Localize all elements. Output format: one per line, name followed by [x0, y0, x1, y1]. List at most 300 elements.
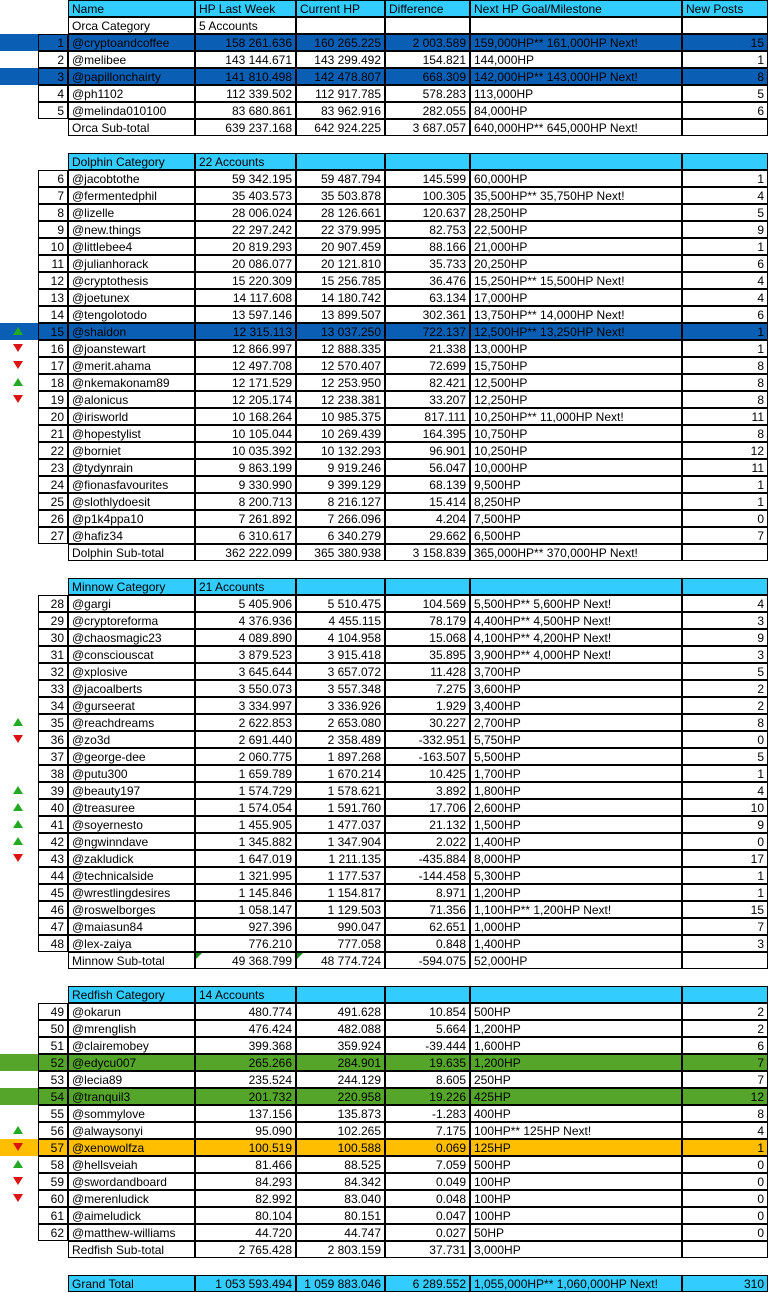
next-goal-cell[interactable]: 3,400HP: [470, 697, 682, 714]
rank-cell[interactable]: 54: [38, 1088, 68, 1105]
new-posts-cell[interactable]: 0: [682, 510, 768, 527]
hp-last-week-cell[interactable]: 7 261.892: [195, 510, 296, 527]
current-hp-cell[interactable]: 4 104.958: [296, 629, 385, 646]
hp-last-week-cell[interactable]: 20 086.077: [195, 255, 296, 272]
difference-cell[interactable]: 29.662: [385, 527, 470, 544]
next-goal-cell[interactable]: 1,100HP** 1,200HP Next!: [470, 901, 682, 918]
new-posts-cell[interactable]: 4: [682, 595, 768, 612]
current-hp-cell[interactable]: 1 177.537: [296, 867, 385, 884]
difference-cell[interactable]: 104.569: [385, 595, 470, 612]
current-hp-cell[interactable]: 143 299.492: [296, 51, 385, 68]
name-cell[interactable]: @hopestylist: [68, 425, 195, 442]
grand-total-hp-last-week[interactable]: 1 053 593.494: [195, 1275, 296, 1292]
grand-total-posts[interactable]: 310: [682, 1275, 768, 1292]
new-posts-cell[interactable]: 4: [682, 272, 768, 289]
next-goal-cell[interactable]: 1,400HP: [470, 935, 682, 952]
name-cell[interactable]: @treasuree: [68, 799, 195, 816]
next-goal-cell[interactable]: 9,500HP: [470, 476, 682, 493]
difference-cell[interactable]: 19.635: [385, 1054, 470, 1071]
grand-total-current-hp[interactable]: 1 059 883.046: [296, 1275, 385, 1292]
rank-cell[interactable]: 29: [38, 612, 68, 629]
current-hp-cell[interactable]: 359.924: [296, 1037, 385, 1054]
new-posts-cell[interactable]: 4: [682, 1122, 768, 1139]
name-cell[interactable]: @okarun: [68, 1003, 195, 1020]
rank-cell[interactable]: 48: [38, 935, 68, 952]
name-cell[interactable]: @xplosive: [68, 663, 195, 680]
name-cell[interactable]: @papillonchairty: [68, 68, 195, 85]
rank-cell[interactable]: 61: [38, 1207, 68, 1224]
new-posts-cell[interactable]: 1: [682, 1139, 768, 1156]
difference-cell[interactable]: 0.049: [385, 1173, 470, 1190]
new-posts-cell[interactable]: 2: [682, 1003, 768, 1020]
rank-cell[interactable]: 53: [38, 1071, 68, 1088]
difference-cell[interactable]: 17.706: [385, 799, 470, 816]
current-hp-cell[interactable]: 84.342: [296, 1173, 385, 1190]
difference-cell[interactable]: 817.111: [385, 408, 470, 425]
hp-last-week-cell[interactable]: 265.266: [195, 1054, 296, 1071]
hp-last-week-cell[interactable]: 100.519: [195, 1139, 296, 1156]
new-posts-cell[interactable]: 4: [682, 187, 768, 204]
difference-cell[interactable]: 10.425: [385, 765, 470, 782]
new-posts-cell[interactable]: 1: [682, 51, 768, 68]
new-posts-cell[interactable]: 1: [682, 170, 768, 187]
name-cell[interactable]: @ph1102: [68, 85, 195, 102]
hp-last-week-cell[interactable]: 5 405.906: [195, 595, 296, 612]
current-hp-cell[interactable]: 28 126.661: [296, 204, 385, 221]
name-cell[interactable]: @jacoalberts: [68, 680, 195, 697]
current-hp-cell[interactable]: 12 570.407: [296, 357, 385, 374]
next-goal-cell[interactable]: 400HP: [470, 1105, 682, 1122]
category-title-blank[interactable]: [682, 17, 768, 34]
name-cell[interactable]: @melinda010100: [68, 102, 195, 119]
new-posts-cell[interactable]: 7: [682, 918, 768, 935]
hp-last-week-cell[interactable]: 84.293: [195, 1173, 296, 1190]
rank-cell[interactable]: 36: [38, 731, 68, 748]
rank-cell[interactable]: 1: [38, 34, 68, 51]
current-hp-cell[interactable]: 4 455.115: [296, 612, 385, 629]
hp-last-week-cell[interactable]: 8 200.713: [195, 493, 296, 510]
current-hp-cell[interactable]: 482.088: [296, 1020, 385, 1037]
rank-cell[interactable]: 19: [38, 391, 68, 408]
new-posts-cell[interactable]: 6: [682, 306, 768, 323]
name-cell[interactable]: @swordandboard: [68, 1173, 195, 1190]
header-name[interactable]: Name: [68, 0, 195, 17]
next-goal-cell[interactable]: 15,750HP: [470, 357, 682, 374]
rank-cell[interactable]: 11: [38, 255, 68, 272]
name-cell[interactable]: @melibee: [68, 51, 195, 68]
current-hp-cell[interactable]: 12 238.381: [296, 391, 385, 408]
next-goal-cell[interactable]: 20,250HP: [470, 255, 682, 272]
name-cell[interactable]: @tranquil3: [68, 1088, 195, 1105]
new-posts-cell[interactable]: 10: [682, 799, 768, 816]
current-hp-cell[interactable]: 83 962.916: [296, 102, 385, 119]
rank-cell[interactable]: 45: [38, 884, 68, 901]
name-cell[interactable]: @jacobtothe: [68, 170, 195, 187]
name-cell[interactable]: @merit.ahama: [68, 357, 195, 374]
new-posts-cell[interactable]: 6: [682, 255, 768, 272]
next-goal-cell[interactable]: 10,250HP** 11,000HP Next!: [470, 408, 682, 425]
new-posts-cell[interactable]: 1: [682, 884, 768, 901]
hp-last-week-cell[interactable]: 81.466: [195, 1156, 296, 1173]
next-goal-cell[interactable]: 1,800HP: [470, 782, 682, 799]
difference-cell[interactable]: 302.361: [385, 306, 470, 323]
rank-cell[interactable]: 22: [38, 442, 68, 459]
difference-cell[interactable]: 0.069: [385, 1139, 470, 1156]
next-goal-cell[interactable]: 3,600HP: [470, 680, 682, 697]
rank-cell[interactable]: 21: [38, 425, 68, 442]
hp-last-week-cell[interactable]: 12 497.708: [195, 357, 296, 374]
rank-cell[interactable]: 30: [38, 629, 68, 646]
name-cell[interactable]: @lecia89: [68, 1071, 195, 1088]
difference-cell[interactable]: 120.637: [385, 204, 470, 221]
current-hp-cell[interactable]: 1 578.621: [296, 782, 385, 799]
category-account-count[interactable]: 22 Accounts: [195, 153, 296, 170]
current-hp-cell[interactable]: 59 487.794: [296, 170, 385, 187]
current-hp-cell[interactable]: 1 897.268: [296, 748, 385, 765]
new-posts-cell[interactable]: 6: [682, 1037, 768, 1054]
rank-cell[interactable]: 44: [38, 867, 68, 884]
subtotal-hp-last-week[interactable]: 2 765.428: [195, 1241, 296, 1258]
name-cell[interactable]: @roswelborges: [68, 901, 195, 918]
new-posts-cell[interactable]: 4: [682, 289, 768, 306]
next-goal-cell[interactable]: 5,500HP: [470, 748, 682, 765]
name-cell[interactable]: @julianhorack: [68, 255, 195, 272]
subtotal-hp-last-week[interactable]: 362 222.099: [195, 544, 296, 561]
current-hp-cell[interactable]: 1 129.503: [296, 901, 385, 918]
rank-cell[interactable]: 33: [38, 680, 68, 697]
name-cell[interactable]: @cryptoreforma: [68, 612, 195, 629]
next-goal-cell[interactable]: 3,700HP: [470, 663, 682, 680]
current-hp-cell[interactable]: 3 915.418: [296, 646, 385, 663]
rank-cell[interactable]: 26: [38, 510, 68, 527]
category-title-blank[interactable]: [385, 578, 470, 595]
rank-cell[interactable]: 3: [38, 68, 68, 85]
current-hp-cell[interactable]: 88.525: [296, 1156, 385, 1173]
hp-last-week-cell[interactable]: 480.774: [195, 1003, 296, 1020]
new-posts-cell[interactable]: 8: [682, 68, 768, 85]
hp-last-week-cell[interactable]: 83 680.861: [195, 102, 296, 119]
next-goal-cell[interactable]: 6,500HP: [470, 527, 682, 544]
current-hp-cell[interactable]: 13 899.507: [296, 306, 385, 323]
new-posts-cell[interactable]: 2: [682, 697, 768, 714]
name-cell[interactable]: @zakludick: [68, 850, 195, 867]
hp-last-week-cell[interactable]: 35 403.573: [195, 187, 296, 204]
difference-cell[interactable]: 722.137: [385, 323, 470, 340]
name-cell[interactable]: @joetunex: [68, 289, 195, 306]
difference-cell[interactable]: -435.884: [385, 850, 470, 867]
difference-cell[interactable]: 7.175: [385, 1122, 470, 1139]
new-posts-cell[interactable]: 0: [682, 1190, 768, 1207]
name-cell[interactable]: @clairemobey: [68, 1037, 195, 1054]
new-posts-cell[interactable]: 1: [682, 867, 768, 884]
header-current-hp[interactable]: Current HP: [296, 0, 385, 17]
difference-cell[interactable]: 10.854: [385, 1003, 470, 1020]
new-posts-cell[interactable]: 1: [682, 476, 768, 493]
new-posts-cell[interactable]: 8: [682, 391, 768, 408]
difference-cell[interactable]: 36.476: [385, 272, 470, 289]
category-title-blank[interactable]: [470, 578, 682, 595]
new-posts-cell[interactable]: 9: [682, 629, 768, 646]
rank-cell[interactable]: 52: [38, 1054, 68, 1071]
hp-last-week-cell[interactable]: 1 647.019: [195, 850, 296, 867]
name-cell[interactable]: @fermentedphil: [68, 187, 195, 204]
rank-cell[interactable]: 14: [38, 306, 68, 323]
category-account-count[interactable]: 21 Accounts: [195, 578, 296, 595]
subtotal-label[interactable]: Orca Sub-total: [68, 119, 195, 136]
difference-cell[interactable]: 15.414: [385, 493, 470, 510]
new-posts-cell[interactable]: 4: [682, 782, 768, 799]
name-cell[interactable]: @reachdreams: [68, 714, 195, 731]
hp-last-week-cell[interactable]: 20 819.293: [195, 238, 296, 255]
hp-last-week-cell[interactable]: 12 315.113: [195, 323, 296, 340]
new-posts-cell[interactable]: 15: [682, 34, 768, 51]
rank-cell[interactable]: 7: [38, 187, 68, 204]
difference-cell[interactable]: 78.179: [385, 612, 470, 629]
hp-last-week-cell[interactable]: 12 866.997: [195, 340, 296, 357]
rank-cell[interactable]: 40: [38, 799, 68, 816]
category-title-blank[interactable]: [470, 986, 682, 1003]
rank-cell[interactable]: 55: [38, 1105, 68, 1122]
hp-last-week-cell[interactable]: 399.368: [195, 1037, 296, 1054]
current-hp-cell[interactable]: 1 154.817: [296, 884, 385, 901]
difference-cell[interactable]: 21.132: [385, 816, 470, 833]
hp-last-week-cell[interactable]: 10 035.392: [195, 442, 296, 459]
current-hp-cell[interactable]: 22 379.995: [296, 221, 385, 238]
next-goal-cell[interactable]: 1,200HP: [470, 1054, 682, 1071]
difference-cell[interactable]: -332.951: [385, 731, 470, 748]
next-goal-cell[interactable]: 125HP: [470, 1139, 682, 1156]
next-goal-cell[interactable]: 4,100HP** 4,200HP Next!: [470, 629, 682, 646]
category-title-blank[interactable]: [385, 153, 470, 170]
rank-cell[interactable]: 25: [38, 493, 68, 510]
difference-cell[interactable]: 19.226: [385, 1088, 470, 1105]
difference-cell[interactable]: 11.428: [385, 663, 470, 680]
name-cell[interactable]: @p1k4ppa10: [68, 510, 195, 527]
rank-cell[interactable]: 13: [38, 289, 68, 306]
name-cell[interactable]: @beauty197: [68, 782, 195, 799]
name-cell[interactable]: @maiasun84: [68, 918, 195, 935]
next-goal-cell[interactable]: 2,700HP: [470, 714, 682, 731]
difference-cell[interactable]: 35.895: [385, 646, 470, 663]
new-posts-cell[interactable]: 0: [682, 1207, 768, 1224]
category-title-blank[interactable]: [682, 153, 768, 170]
new-posts-cell[interactable]: 8: [682, 425, 768, 442]
current-hp-cell[interactable]: 10 132.293: [296, 442, 385, 459]
name-cell[interactable]: @soyernesto: [68, 816, 195, 833]
category-title-blank[interactable]: [470, 153, 682, 170]
grand-total-label[interactable]: Grand Total: [68, 1275, 195, 1292]
category-title-blank[interactable]: [385, 17, 470, 34]
subtotal-difference[interactable]: 3 158.839: [385, 544, 470, 561]
subtotal-posts-blank[interactable]: [682, 119, 768, 136]
current-hp-cell[interactable]: 9 399.129: [296, 476, 385, 493]
name-cell[interactable]: @chaosmagic23: [68, 629, 195, 646]
next-goal-cell[interactable]: 50HP: [470, 1224, 682, 1241]
current-hp-cell[interactable]: 990.047: [296, 918, 385, 935]
difference-cell[interactable]: 154.821: [385, 51, 470, 68]
current-hp-cell[interactable]: 8 216.127: [296, 493, 385, 510]
rank-cell[interactable]: 59: [38, 1173, 68, 1190]
difference-cell[interactable]: 2.022: [385, 833, 470, 850]
subtotal-posts-blank[interactable]: [682, 1241, 768, 1258]
difference-cell[interactable]: 56.047: [385, 459, 470, 476]
hp-last-week-cell[interactable]: 82.992: [195, 1190, 296, 1207]
current-hp-cell[interactable]: 135.873: [296, 1105, 385, 1122]
hp-last-week-cell[interactable]: 9 330.990: [195, 476, 296, 493]
current-hp-cell[interactable]: 15 256.785: [296, 272, 385, 289]
hp-last-week-cell[interactable]: 235.524: [195, 1071, 296, 1088]
hp-last-week-cell[interactable]: 927.396: [195, 918, 296, 935]
current-hp-cell[interactable]: 7 266.096: [296, 510, 385, 527]
current-hp-cell[interactable]: 2 358.489: [296, 731, 385, 748]
next-goal-cell[interactable]: 4,400HP** 4,500HP Next!: [470, 612, 682, 629]
next-goal-cell[interactable]: 15,250HP** 15,500HP Next!: [470, 272, 682, 289]
next-goal-cell[interactable]: 2,600HP: [470, 799, 682, 816]
hp-last-week-cell[interactable]: 2 622.853: [195, 714, 296, 731]
name-cell[interactable]: @xenowolfza: [68, 1139, 195, 1156]
difference-cell[interactable]: 7.275: [385, 680, 470, 697]
hp-last-week-cell[interactable]: 3 334.997: [195, 697, 296, 714]
hp-last-week-cell[interactable]: 12 205.174: [195, 391, 296, 408]
new-posts-cell[interactable]: 12: [682, 1088, 768, 1105]
hp-last-week-cell[interactable]: 12 171.529: [195, 374, 296, 391]
hp-last-week-cell[interactable]: 141 810.498: [195, 68, 296, 85]
name-cell[interactable]: @technicalside: [68, 867, 195, 884]
subtotal-current-hp[interactable]: 365 380.938: [296, 544, 385, 561]
header-hp-last-week[interactable]: HP Last Week: [195, 0, 296, 17]
difference-cell[interactable]: 82.753: [385, 221, 470, 238]
next-goal-cell[interactable]: 17,000HP: [470, 289, 682, 306]
rank-cell[interactable]: 9: [38, 221, 68, 238]
name-cell[interactable]: @fionasfavourites: [68, 476, 195, 493]
hp-last-week-cell[interactable]: 1 321.995: [195, 867, 296, 884]
category-title-blank[interactable]: [296, 17, 385, 34]
next-goal-cell[interactable]: 100HP** 125HP Next!: [470, 1122, 682, 1139]
subtotal-label[interactable]: Dolphin Sub-total: [68, 544, 195, 561]
hp-last-week-cell[interactable]: 28 006.024: [195, 204, 296, 221]
hp-last-week-cell[interactable]: 158 261.636: [195, 34, 296, 51]
name-cell[interactable]: @slothlydoesit: [68, 493, 195, 510]
name-cell[interactable]: @tengolotodo: [68, 306, 195, 323]
hp-last-week-cell[interactable]: 14 117.608: [195, 289, 296, 306]
subtotal-next-goal[interactable]: 52,000HP: [470, 952, 682, 969]
name-cell[interactable]: @edycu007: [68, 1054, 195, 1071]
category-title[interactable]: Orca Category: [68, 17, 195, 34]
hp-last-week-cell[interactable]: 1 345.882: [195, 833, 296, 850]
category-title[interactable]: Dolphin Category: [68, 153, 195, 170]
current-hp-cell[interactable]: 14 180.742: [296, 289, 385, 306]
new-posts-cell[interactable]: 17: [682, 850, 768, 867]
next-goal-cell[interactable]: 12,500HP: [470, 374, 682, 391]
new-posts-cell[interactable]: 2: [682, 680, 768, 697]
current-hp-cell[interactable]: 80.151: [296, 1207, 385, 1224]
difference-cell[interactable]: 3.892: [385, 782, 470, 799]
next-goal-cell[interactable]: 10,250HP: [470, 442, 682, 459]
difference-cell[interactable]: 71.356: [385, 901, 470, 918]
hp-last-week-cell[interactable]: 13 597.146: [195, 306, 296, 323]
grand-total-next-goal[interactable]: 1,055,000HP** 1,060,000HP Next!: [470, 1275, 682, 1292]
next-goal-cell[interactable]: 100HP: [470, 1207, 682, 1224]
next-goal-cell[interactable]: 60,000HP: [470, 170, 682, 187]
next-goal-cell[interactable]: 12,500HP** 13,250HP Next!: [470, 323, 682, 340]
new-posts-cell[interactable]: 9: [682, 221, 768, 238]
next-goal-cell[interactable]: 1,000HP: [470, 918, 682, 935]
new-posts-cell[interactable]: 1: [682, 765, 768, 782]
difference-cell[interactable]: 63.134: [385, 289, 470, 306]
name-cell[interactable]: @new.things: [68, 221, 195, 238]
subtotal-difference[interactable]: -594.075: [385, 952, 470, 969]
current-hp-cell[interactable]: 1 477.037: [296, 816, 385, 833]
new-posts-cell[interactable]: 3: [682, 646, 768, 663]
name-cell[interactable]: @tydynrain: [68, 459, 195, 476]
name-cell[interactable]: @putu300: [68, 765, 195, 782]
next-goal-cell[interactable]: 7,500HP: [470, 510, 682, 527]
rank-cell[interactable]: 35: [38, 714, 68, 731]
rank-cell[interactable]: 27: [38, 527, 68, 544]
difference-cell[interactable]: -163.507: [385, 748, 470, 765]
category-account-count[interactable]: 5 Accounts: [195, 17, 296, 34]
hp-last-week-cell[interactable]: 22 297.242: [195, 221, 296, 238]
next-goal-cell[interactable]: 1,400HP: [470, 833, 682, 850]
current-hp-cell[interactable]: 12 253.950: [296, 374, 385, 391]
hp-last-week-cell[interactable]: 1 145.846: [195, 884, 296, 901]
grand-total-difference[interactable]: 6 289.552: [385, 1275, 470, 1292]
current-hp-cell[interactable]: 6 340.279: [296, 527, 385, 544]
rank-cell[interactable]: 43: [38, 850, 68, 867]
next-goal-cell[interactable]: 5,300HP: [470, 867, 682, 884]
difference-cell[interactable]: 2 003.589: [385, 34, 470, 51]
hp-last-week-cell[interactable]: 9 863.199: [195, 459, 296, 476]
hp-last-week-cell[interactable]: 4 089.890: [195, 629, 296, 646]
hp-last-week-cell[interactable]: 3 550.073: [195, 680, 296, 697]
difference-cell[interactable]: 1.929: [385, 697, 470, 714]
current-hp-cell[interactable]: 13 037.250: [296, 323, 385, 340]
subtotal-posts-blank[interactable]: [682, 544, 768, 561]
subtotal-difference[interactable]: 37.731: [385, 1241, 470, 1258]
next-goal-cell[interactable]: 425HP: [470, 1088, 682, 1105]
difference-cell[interactable]: 0.848: [385, 935, 470, 952]
next-goal-cell[interactable]: 21,000HP: [470, 238, 682, 255]
name-cell[interactable]: @gargi: [68, 595, 195, 612]
next-goal-cell[interactable]: 1,600HP: [470, 1037, 682, 1054]
rank-cell[interactable]: 42: [38, 833, 68, 850]
next-goal-cell[interactable]: 10,000HP: [470, 459, 682, 476]
rank-cell[interactable]: 31: [38, 646, 68, 663]
next-goal-cell[interactable]: 142,000HP** 143,000HP Next!: [470, 68, 682, 85]
current-hp-cell[interactable]: 12 888.335: [296, 340, 385, 357]
difference-cell[interactable]: 30.227: [385, 714, 470, 731]
new-posts-cell[interactable]: 0: [682, 1156, 768, 1173]
difference-cell[interactable]: -39.444: [385, 1037, 470, 1054]
rank-cell[interactable]: 12: [38, 272, 68, 289]
name-cell[interactable]: @borniet: [68, 442, 195, 459]
next-goal-cell[interactable]: 13,000HP: [470, 340, 682, 357]
subtotal-current-hp[interactable]: 2 803.159: [296, 1241, 385, 1258]
category-title-blank[interactable]: [296, 153, 385, 170]
difference-cell[interactable]: 68.139: [385, 476, 470, 493]
name-cell[interactable]: @matthew-williams: [68, 1224, 195, 1241]
new-posts-cell[interactable]: 12: [682, 442, 768, 459]
current-hp-cell[interactable]: 100.588: [296, 1139, 385, 1156]
current-hp-cell[interactable]: 44.747: [296, 1224, 385, 1241]
next-goal-cell[interactable]: 500HP: [470, 1156, 682, 1173]
hp-last-week-cell[interactable]: 1 574.054: [195, 799, 296, 816]
difference-cell[interactable]: 164.395: [385, 425, 470, 442]
name-cell[interactable]: @aimeludick: [68, 1207, 195, 1224]
rank-cell[interactable]: 17: [38, 357, 68, 374]
new-posts-cell[interactable]: 5: [682, 204, 768, 221]
difference-cell[interactable]: 88.166: [385, 238, 470, 255]
